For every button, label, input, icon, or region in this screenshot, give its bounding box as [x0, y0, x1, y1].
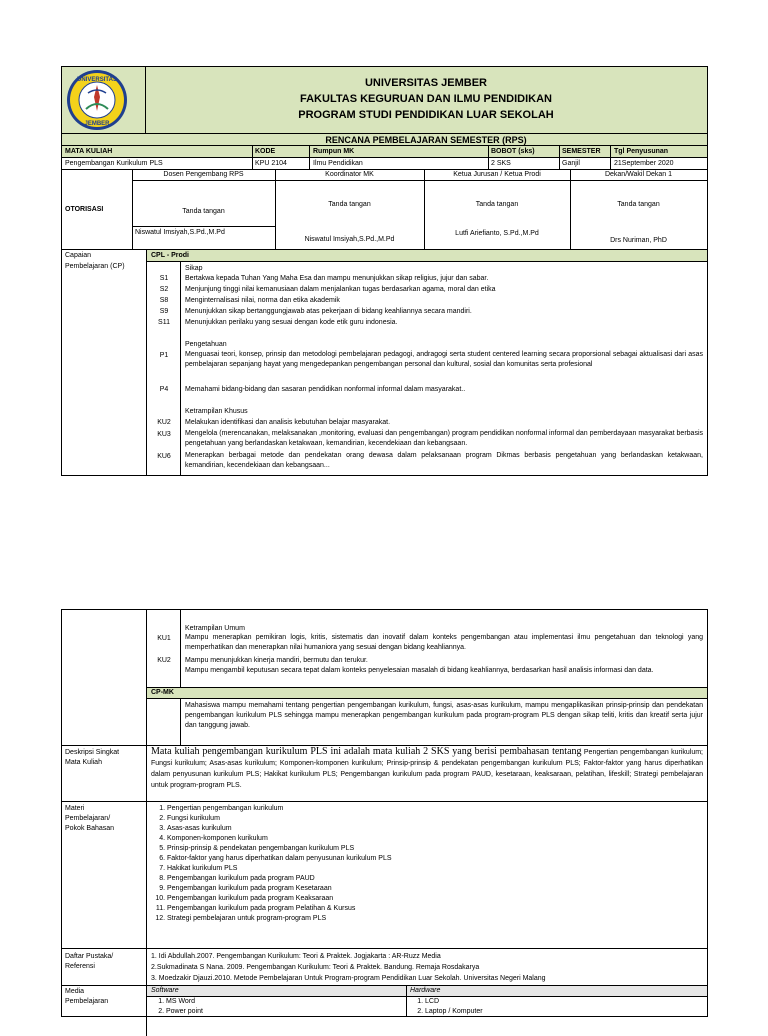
col-mata-kuliah: MATA KULIAH	[65, 148, 113, 155]
software-header: Software	[151, 987, 179, 994]
role-koordinator: Koordinator MK	[325, 171, 374, 178]
sign-koordinator: Tanda tangan	[328, 201, 371, 208]
materi-item: 8. Pengembangan kurikulum pada program PAUD	[167, 874, 693, 884]
sign-ketua: Tanda tangan	[475, 201, 519, 208]
cpmk-text: Mahasiswa mampu memahami tentang pengertian pengembangan kurikulum, fungsi, asas-asas kurikulum, mampu mengaplikasikan prinsip-prinsip dan pendekatan pengembangan kurikulum PLS sehingga mampu menerapkan pengembangan kurikulum pada program-program PLS dengan sikap teliti, kritis dan kreatif serta jujur dan tanggung jawab.	[185, 702, 703, 729]
col-semester: SEMESTER	[562, 148, 601, 155]
program-name: PROGRAM STUDI PENDIDIKAN LUAR SEKOLAH	[298, 109, 554, 121]
university-logo	[66, 69, 128, 131]
materi-item: 1. Pengertian pengembangan kurikulum	[167, 804, 693, 814]
sikap-s1: Bertakwa kepada Tuhan Yang Maha Esa dan mampu menunjukkan sikap religius, jujur dan sabar.	[185, 275, 489, 282]
materi-item: 10. Pengembangan kurikulum pada program Keaksaraan	[167, 894, 693, 904]
role-dekan: Dekan/Wakil Dekan 1	[604, 171, 673, 178]
ku-keputusan: Mampu mengambil keputusan secara tepat dalam konteks penyelesaian masalah di bidang keahliannya, berdasarkan hasil analisis informasi dan data.	[185, 667, 654, 674]
materi-item: 6. Faktor-faktor yang harus diperhatikan dalam penyusunan kurikulum PLS	[167, 854, 693, 864]
code-ku2-kk: KU2	[157, 419, 171, 426]
name-koordinator: Niswatul Imsiyah,S.Pd.,M.Pd	[304, 236, 395, 243]
pustaka-item-3: 3. Moedzakir Djauzi.2010. Metode Pembelajaran Untuk Program-program Pendidikan Luar Sekolah. Universitas Negeri Malang	[151, 975, 546, 982]
ku-ku2: Mampu menunjukkan kinerja mandiri, bermutu dan terukur.	[185, 657, 368, 664]
cpmk-header-text: CP-MK	[151, 689, 174, 696]
cpl-header	[147, 250, 707, 261]
software-list	[152, 997, 402, 1017]
materi-item: 11. Pengembangan kurikulum pada program Pelatihan & Kursus	[167, 904, 693, 914]
sign-dekan: Tanda tangan	[617, 201, 660, 208]
code-s11: S11	[158, 319, 170, 326]
hardware-item: 2. Laptop / Komputer	[425, 1007, 701, 1017]
materi-label-3: Pokok Bahasan	[65, 825, 115, 832]
media-label-1: Media	[65, 988, 85, 995]
val-kode: KPU 2104	[255, 160, 287, 167]
name-dosen: Niswatul Imsiyah,S.Pd.,M.Pd	[135, 229, 225, 236]
svg-text:UNIVERSITAS: UNIVERSITAS	[77, 77, 117, 83]
ku-title: Ketrampilan Umum	[185, 625, 245, 632]
cp-label-2: Pembelajaran (CP)	[65, 263, 125, 270]
materi-item: 3. Asas-asas kurikulum	[167, 824, 693, 834]
val-rumpun: Ilmu Pendidikan	[313, 160, 363, 167]
deskripsi-label-2: Mata Kuliah	[65, 759, 102, 766]
pustaka-item-2: 2.Sukmadinata S Nana. 2009. Pengembangan Kurikulum: Teori & Praktek. Bandung. Remaja Rosdakarya	[151, 964, 480, 971]
otorisasi-label: OTORISASI	[65, 206, 104, 213]
kk-title: Ketrampilan Khusus	[185, 408, 248, 415]
materi-item: 4. Komponen-komponen kurikulum	[167, 834, 693, 844]
code-ku1: KU1	[157, 635, 171, 642]
document-title: RENCANA PEMBELAJARAN SEMESTER (RPS)	[325, 135, 527, 145]
col-rumpun: Rumpun MK	[313, 148, 355, 155]
code-ku3: KU3	[157, 431, 171, 438]
val-tgl: 21September 2020	[614, 160, 674, 167]
name-dekan: Drs Nuriman, PhD	[610, 237, 667, 244]
cpmk-header	[147, 688, 707, 698]
materi-item: 2. Fungsi kurikulum	[167, 814, 693, 824]
sikap-title: Sikap	[185, 265, 203, 272]
faculty-name: FAKULTAS KEGURUAN DAN ILMU PENDIDIKAN	[300, 93, 552, 105]
deskripsi-text	[151, 746, 703, 791]
code-p4: P4	[159, 386, 169, 393]
hardware-list	[411, 997, 701, 1017]
deskripsi-lead: Mata kuliah pengembangan kurikulum PLS ini adalah mata kuliah 2 SKS yang berisi pembahasan tentang	[151, 746, 582, 757]
code-ku6: KU6	[157, 453, 171, 460]
materi-label-2: Pembelajaran/	[65, 815, 111, 822]
sikap-s8: Menginternalisasi nilai, norma dan etika akademik	[185, 297, 340, 304]
code-s9: S9	[159, 308, 169, 315]
col-tgl: Tgl Penyusunan	[614, 148, 669, 155]
name-ketua: Lutfi Ariefianto, S.Pd.,M.Pd	[455, 230, 539, 237]
cp-label-1: Capaian	[65, 252, 92, 259]
deskripsi-rest: Pengertian pengembangan kurikulum; Fungsi kurikulum; Asas-asas kurikulum; Komponen-komponen kurikulum; Prinsip-prinsip & pendekatan pengembangan kurikulum PLS; Faktor-faktor yang harus diperhatikan dalam penyusunan kurikulum PLS; Hakikat kurikulum PLS; Pengembangan kurikulum pada program PAUD, kesetaraan, keaksaraan, pelatihan, lifeskill; Strategi pembelajaran untuk program-program PLS.	[151, 749, 703, 789]
hardware-header: Hardware	[410, 987, 441, 994]
kk-ku2: Melakukan identifikasi dan analisis kebutuhan belajar masyarakat.	[185, 419, 391, 426]
deskripsi-label-1: Deskripsi Singkat	[65, 749, 120, 756]
university-name: UNIVERSITAS JEMBER	[364, 77, 488, 89]
materi-item: 7. Hakikat kurikulum PLS	[167, 864, 693, 874]
materi-item: 5. Prinsip-prinsip & pendekatan pengembangan kurikulum PLS	[167, 844, 693, 854]
col-kode: KODE	[255, 148, 276, 155]
hardware-item: 1. LCD	[425, 997, 701, 1007]
sikap-s11: Menunjukkan perilaku yang sesuai dengan kode etik guru indonesia.	[185, 319, 398, 326]
code-s1: S1	[159, 275, 169, 282]
pustaka-label-2: Referensi	[65, 963, 95, 970]
role-ketua: Ketua Jurusan / Ketua Prodi	[453, 171, 541, 178]
code-s8: S8	[159, 297, 169, 304]
materi-label-1: Materi	[65, 805, 85, 812]
cpl-header-text: CPL - Prodi	[151, 252, 189, 259]
val-mata-kuliah: Pengembangan Kurikulum PLS	[65, 160, 163, 167]
col-bobot: BOBOT (sks)	[491, 148, 535, 155]
role-dosen: Dosen Pengembang RPS	[163, 171, 244, 178]
sikap-s9: Menunjukkan sikap bertanggungjawab atas pekerjaan di bidang keahliannya secara mandiri.	[185, 308, 472, 315]
software-item: 1. MS Word	[166, 997, 402, 1007]
materi-item: 12. Strategi pembelajaran untuk program-program PLS	[167, 914, 693, 924]
ku-ku1: Mampu menerapkan pemikiran logis, kritis, sistematis dan inovatif dalam konteks pengembangan atau implementasi ilmu pengetahuan dan teknologi yang memperhatikan dan menerapkan nilai humaniora yang sesuai dengan bidang keahliannya.	[185, 634, 703, 651]
code-ku2: KU2	[157, 657, 171, 664]
media-label-2: Pembelajaran	[65, 998, 109, 1005]
pustaka-label-1: Daftar Pustaka/	[65, 953, 114, 960]
sikap-s2: Menjunjung tinggi nilai kemanusiaan dalam menjalankan tugas berdasarkan agama, moral dan etika	[185, 286, 496, 293]
kk-ku3: Mengelola (merencanakan, melaksanakan ,monitoring, evaluasi dan pengembangan) program pendidikan nonformal informal dan pemberdayaan masyarakat berbasis pengetahuan yang berlandaskan ketakwaan, kemandirian, kecendekiaan dan kebangsaan.	[185, 430, 703, 447]
materi-item: 9. Pengembangan kurikulum pada program Kesetaraan	[167, 884, 693, 894]
code-p1: P1	[159, 352, 169, 359]
kk-ku6: Menerapkan berbagai metode dan pendekatan orang dewasa dalam pelaksanaan program Dikmas berbasis pengetahuan yang berlandaskan ketakwaan, kemandirian, kecendekiaan dan kebangsaan...	[185, 452, 703, 469]
svg-text:JEMBER: JEMBER	[84, 121, 110, 127]
pengetahuan-p1: Menguasai teori, konsep, prinsip dan metodologi pembelajaran pedagogi, andragogi serta student centered learning secara proporsional sebagai aktualisasi dari asas pembelajaran sepanjang hayat yang mengedepankan pengembangan personal dan kultural, sosial dan komunitas serta profesional	[185, 351, 703, 368]
software-item: 2. Power point	[166, 1007, 402, 1017]
sign-dosen: Tanda tangan	[182, 208, 225, 215]
pengetahuan-title: Pengetahuan	[185, 341, 227, 348]
code-s2: S2	[159, 286, 169, 293]
pustaka-item-1: 1. Idi Abdullah.2007. Pengembangan Kurikulum: Teori & Praktek. Jogjakarta : AR-Ruzz Media	[151, 953, 441, 960]
val-semester: Ganjil	[562, 160, 580, 167]
materi-list	[153, 804, 693, 924]
val-bobot: 2 SKS	[491, 160, 511, 167]
pengetahuan-p4: Memahami bidang-bidang dan sasaran pendidikan nonformal informal dalam masyarakat..	[185, 386, 466, 393]
